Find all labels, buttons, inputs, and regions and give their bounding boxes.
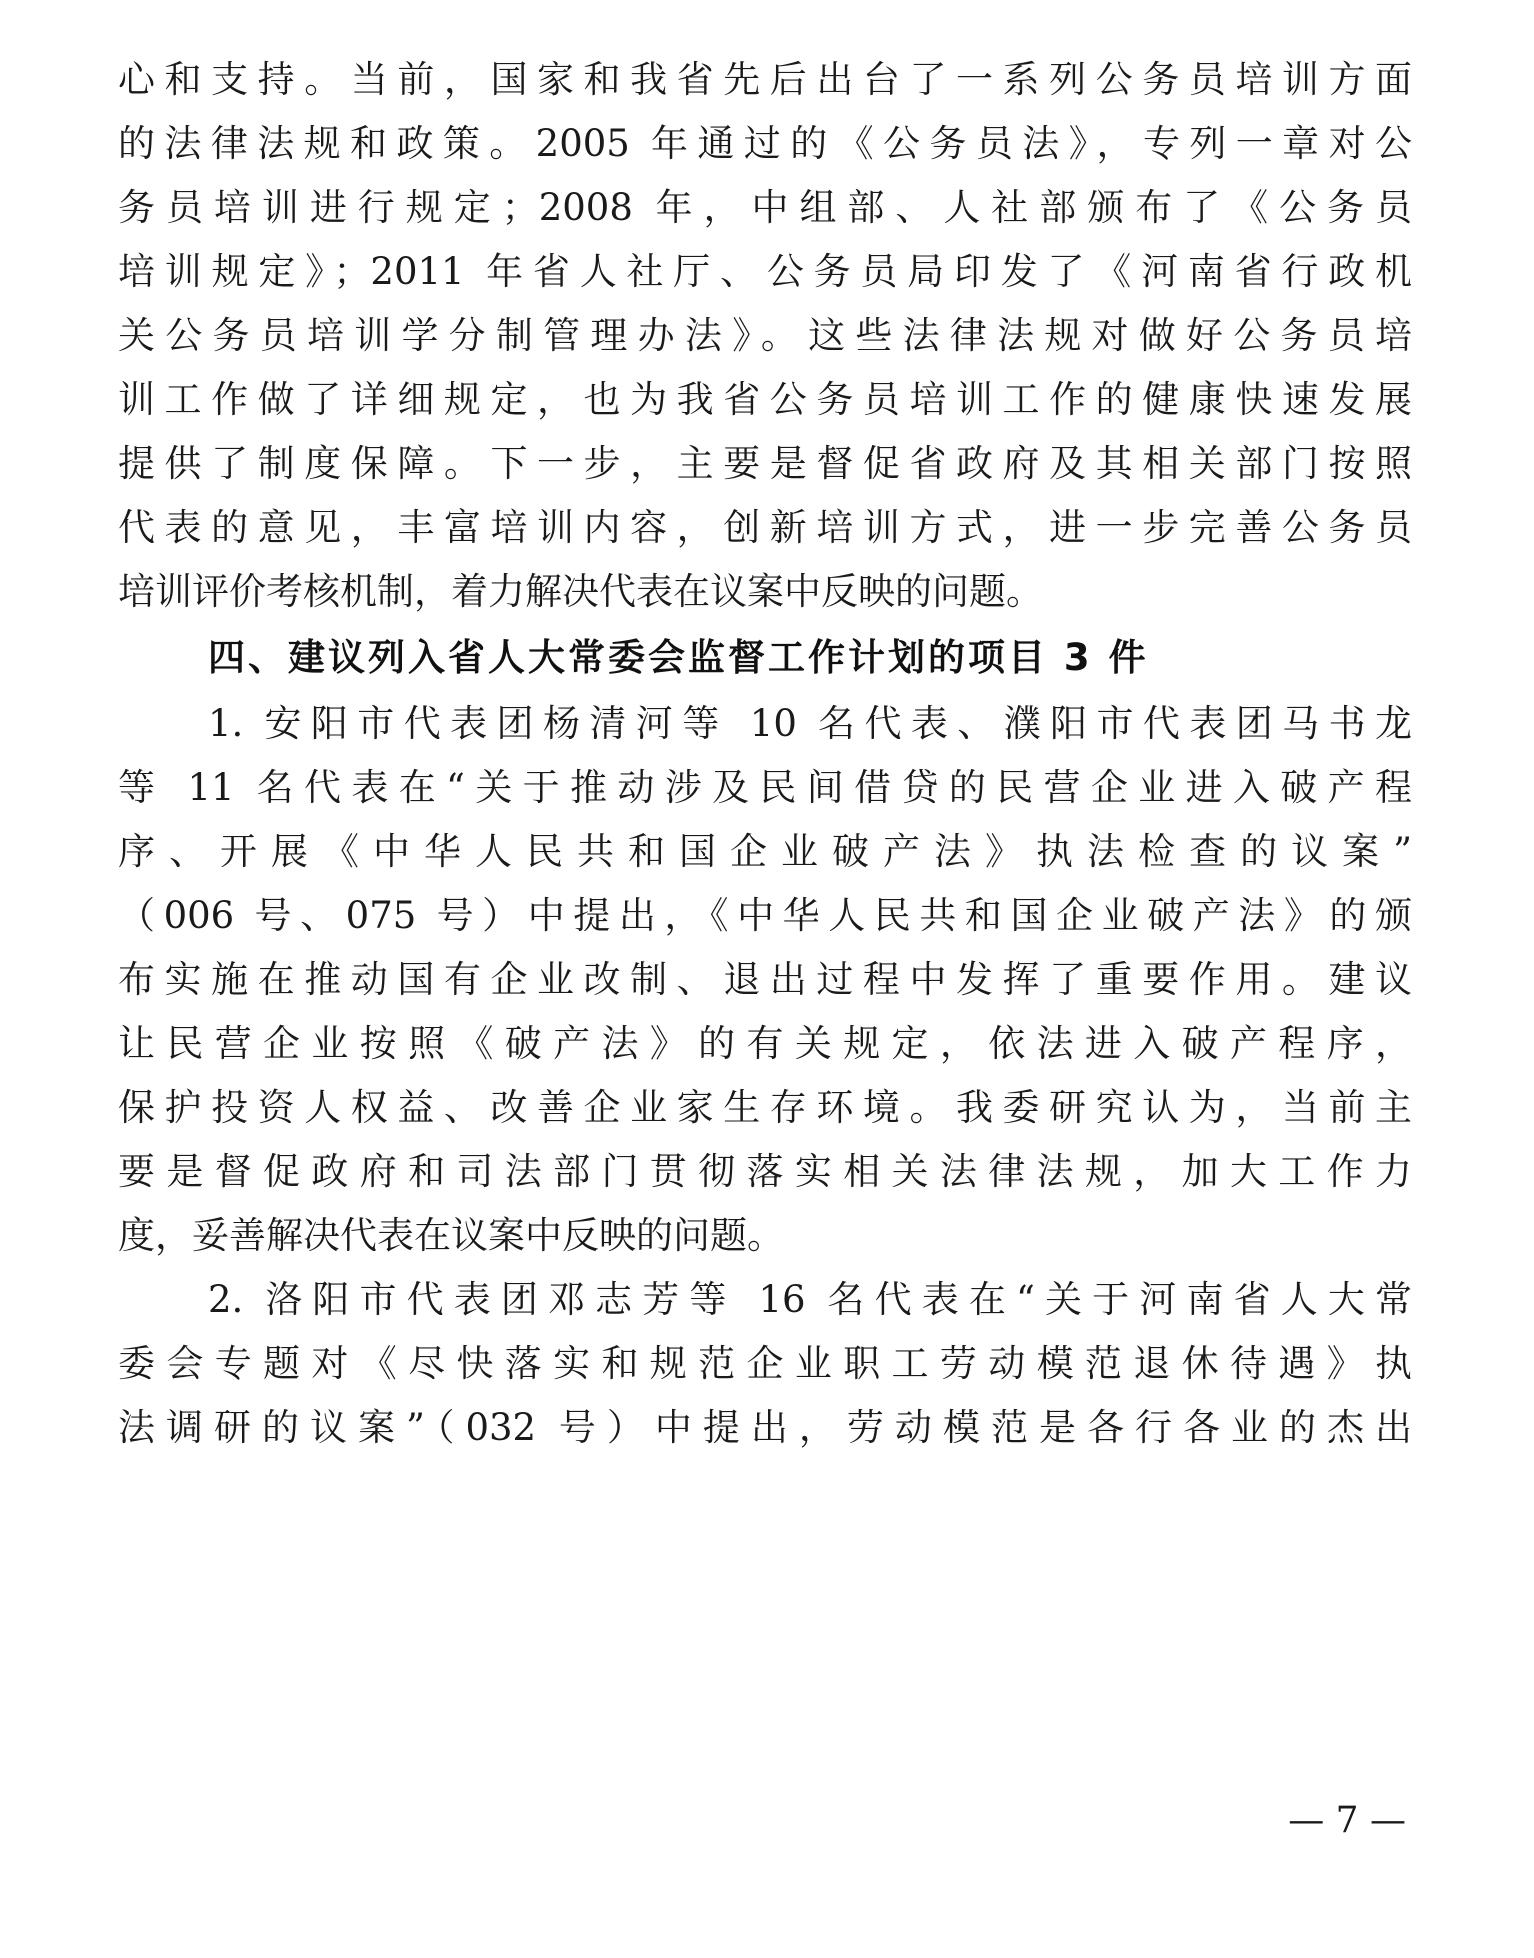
text-line: （006 号、075 号）中提出，《中华人民共和国企业破产法》的颁 — [118, 894, 1412, 937]
text-line: 让民营企业按照《破产法》的有关规定，依法进入破产程序， — [118, 1022, 1412, 1065]
page-number: — 7 — — [1288, 1800, 1406, 1841]
text-line: 心和支持。当前，国家和我省先后出台了一系列公务员培训方面 — [118, 58, 1412, 101]
text-line: 关公务员培训学分制管理办法》。这些法律法规对做好公务员培 — [118, 314, 1412, 357]
text-line: 代表的意见，丰富培训内容，创新培训方式，进一步完善公务员 — [118, 506, 1412, 549]
text-line: 法调研的议案”（032 号）中提出，劳动模范是各行各业的杰出 — [118, 1406, 1412, 1449]
section-heading: 四、建议列入省人大常委会监督工作计划的项目 3 件 — [208, 636, 1149, 679]
text-line: 的法律法规和政策。2005 年通过的《公务员法》，专列一章对公 — [118, 122, 1412, 165]
text-line: 保护投资人权益、改善企业家生存环境。我委研究认为，当前主 — [118, 1086, 1412, 1129]
text-line: 提供了制度保障。下一步，主要是督促省政府及其相关部门按照 — [118, 442, 1412, 485]
text-line: 委会专题对《尽快落实和规范企业职工劳动模范退休待遇》执 — [118, 1342, 1412, 1385]
text-line: 要是督促政府和司法部门贯彻落实相关法律法规，加大工作力 — [118, 1150, 1412, 1193]
text-line: 1. 安阳市代表团杨清河等 10 名代表、濮阳市代表团马书龙 — [208, 702, 1412, 745]
text-line: 务员培训进行规定；2008 年，中组部、人社部颁布了《公务员 — [118, 186, 1412, 229]
text-line: 2. 洛阳市代表团邓志芳等 16 名代表在“关于河南省人大常 — [208, 1278, 1412, 1321]
text-line: 等 11 名代表在“关于推动涉及民间借贷的民营企业进入破产程 — [118, 766, 1412, 809]
text-line: 训工作做了详细规定，也为我省公务员培训工作的健康快速发展 — [118, 378, 1412, 421]
text-line: 培训规定》；2011 年省人社厅、公务员局印发了《河南省行政机 — [118, 250, 1412, 293]
text-line: 序、开展《中华人民共和国企业破产法》执法检查的议案” — [118, 830, 1412, 873]
text-line: 度，妥善解决代表在议案中反映的问题。 — [118, 1214, 784, 1257]
text-line: 培训评价考核机制，着力解决代表在议案中反映的问题。 — [118, 570, 1043, 613]
text-line: 布实施在推动国有企业改制、退出过程中发挥了重要作用。建议 — [118, 958, 1412, 1001]
